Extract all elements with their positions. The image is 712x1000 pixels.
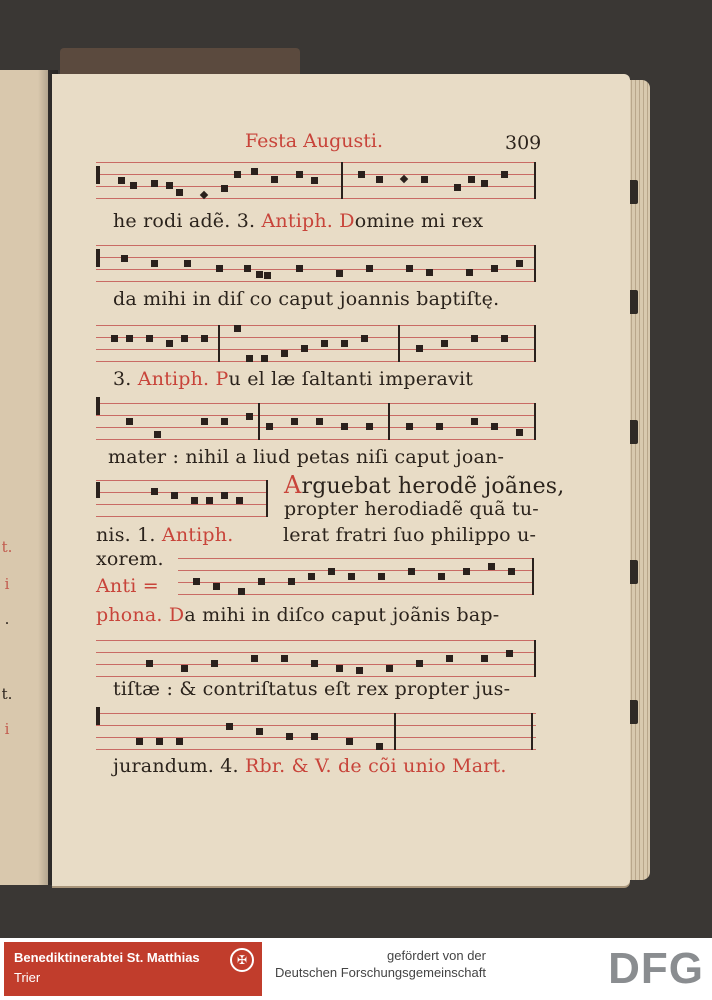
bar-line [531,713,533,750]
clef [96,707,100,725]
music-staff [96,325,536,362]
neume [421,176,428,183]
neume [221,185,228,192]
neume [348,573,355,580]
neume [236,497,243,504]
clef [96,249,100,267]
funding-line-2: Deutschen Forschungsgemeinschaft [274,965,486,980]
neume [468,176,475,183]
neume [341,423,348,430]
neume [256,271,263,278]
cross-icon: ✠ [230,948,254,972]
neume [288,578,295,585]
neume [246,355,253,362]
staff-line [178,594,534,595]
neume [501,171,508,178]
neume [258,578,265,585]
neume [146,335,153,342]
neume [291,418,298,425]
neume [446,655,453,662]
neume [296,265,303,272]
neume [406,423,413,430]
dfg-logo[interactable]: DFG [608,944,704,993]
bar-line [534,245,536,282]
neume [400,175,408,183]
neume [130,182,137,189]
neume [386,665,393,672]
neume [216,265,223,272]
neume [416,345,423,352]
music-staff [96,245,536,282]
music-staff [178,558,534,595]
neume [346,738,353,745]
staff-line [96,257,536,258]
neume [156,738,163,745]
neume [234,171,241,178]
neume [184,260,191,267]
running-head: Festa Augusti. [245,130,384,152]
bar-line [534,403,536,440]
neume [166,340,173,347]
neume [358,171,365,178]
lyric-line: nis. 1. Antiph. [96,524,234,546]
neume [501,335,508,342]
funding-line-1: gefördert von der [386,948,486,963]
neume [213,583,220,590]
neume [481,655,488,662]
lyric-line: 3. Antiph. Pu el læ ſaltanti imperavit [113,368,474,390]
neume [244,265,251,272]
lyric-line: mater : nihil a liud petas niſi caput joan- [108,446,505,468]
lyric-line: propter herodiadẽ quã tu- [284,498,539,520]
neume [151,180,158,187]
bar-line [532,558,534,595]
institution-name: Benediktinerabtei St. Matthias [14,950,200,965]
neume [181,335,188,342]
neume [328,568,335,575]
staff-line [96,162,536,163]
neume [201,418,208,425]
neume [441,340,448,347]
bar-line [398,325,400,362]
neume [111,335,118,342]
neume [471,418,478,425]
bar-line [218,325,220,362]
neume [256,728,263,735]
neume [191,497,198,504]
staff-line [178,570,534,571]
neume [176,189,183,196]
neume [378,573,385,580]
staff-line [96,361,536,362]
staff-line [96,174,536,175]
neume [206,497,213,504]
lyric-line: he rodi adẽ. 3. Antiph. Domine mi rex [113,210,484,232]
clef [96,166,100,184]
neume [336,270,343,277]
bar-line [534,640,536,677]
neume [308,573,315,580]
neume [154,431,161,438]
staff-line [96,480,268,481]
bar-line [534,162,536,199]
neume [366,423,373,430]
neume [234,325,241,332]
staff-line [96,676,536,677]
staff-line [178,582,534,583]
neume [126,335,133,342]
neume [221,418,228,425]
neume [166,182,173,189]
staff-line [96,504,268,505]
staff-line [96,403,536,404]
neume [286,733,293,740]
neume [471,335,478,342]
folio-number: 309 [505,132,542,154]
staff-line [96,439,536,440]
neume [226,723,233,730]
staff-line [96,415,536,416]
staff-line [96,749,536,750]
neume [341,340,348,347]
staff-line [96,325,536,326]
staff-line [96,427,536,428]
neume [454,184,461,191]
clef [96,397,100,415]
lyric-line: lerat fratri ſuo philippo u- [283,524,537,546]
staff-line [178,558,534,559]
neume [251,168,258,175]
bar-line [258,403,260,440]
neume [281,655,288,662]
lyric-line: Arguebat herodẽ joãnes, [284,471,565,499]
neume [246,413,253,420]
lyric-line: phona. Da mihi in diſco caput joãnis bap- [96,604,500,626]
neume [281,350,288,357]
neume [193,578,200,585]
neume [356,667,363,674]
staff-line [96,725,536,726]
neume [296,171,303,178]
staff-line [96,337,536,338]
left-page-fragment: . [4,610,10,628]
neume [261,355,268,362]
bar-line [394,713,396,750]
neume [376,176,383,183]
institution-city: Trier [14,970,41,985]
neume [426,269,433,276]
neume [126,418,133,425]
neume [151,488,158,495]
neume [376,743,383,750]
neume [491,265,498,272]
neume [516,260,523,267]
clef [96,482,100,498]
neume [121,255,128,262]
neume [416,660,423,667]
rubric-label: Anti = [96,575,159,597]
lyric-line: jurandum. 4. Rbr. & V. de cõi unio Mart. [113,755,507,777]
neume [438,573,445,580]
neume [321,340,328,347]
music-staff [96,403,536,440]
bar-line [388,403,390,440]
neume [361,335,368,342]
neume [176,738,183,745]
neume [271,176,278,183]
neume [336,665,343,672]
staff-line [96,492,268,493]
staff-line [96,640,536,641]
staff-line [96,516,268,517]
neume [436,423,443,430]
neume [221,492,228,499]
neume [151,260,158,267]
neume [266,423,273,430]
lyric-line: tiſtæ : & contriſtatus eſt rex propter jus- [113,678,511,700]
neume [201,335,208,342]
neume [311,733,318,740]
neume [301,345,308,352]
bar-line [341,162,343,199]
staff-line [96,713,536,714]
neume [316,418,323,425]
footer-bar [0,938,712,1000]
neume [463,568,470,575]
neume [171,492,178,499]
left-page-fragment: i [4,720,10,738]
neume [506,650,513,657]
bar-line [534,325,536,362]
neume [488,563,495,570]
neume [264,272,271,279]
neume [408,568,415,575]
neume [508,568,515,575]
music-staff [96,162,536,199]
staff-line [96,245,536,246]
left-page-fragment: t. [1,685,13,703]
left-page-fragment: t. [1,538,13,556]
left-page-fragment: i [4,575,10,593]
neume [406,265,413,272]
neume [211,660,218,667]
institution-badge[interactable] [4,942,262,996]
staff-line [96,652,536,653]
lyric-line: da mihi in diſ co caput joannis baptiſtę. [113,288,500,310]
staff-line [96,349,536,350]
neume [311,177,318,184]
neume [481,180,488,187]
staff-line [96,281,536,282]
neume [491,423,498,430]
music-staff [96,640,536,677]
staff-line [96,198,536,199]
music-staff [96,480,268,517]
music-staff [96,713,536,750]
neume [366,265,373,272]
lyric-line: xorem. [96,548,164,570]
neume [136,738,143,745]
neume [118,177,125,184]
neume [311,660,318,667]
staff-line [96,186,536,187]
neume [466,269,473,276]
neume [516,429,523,436]
neume [181,665,188,672]
neume [251,655,258,662]
neume [238,588,245,595]
bar-line [266,480,268,517]
neume [146,660,153,667]
